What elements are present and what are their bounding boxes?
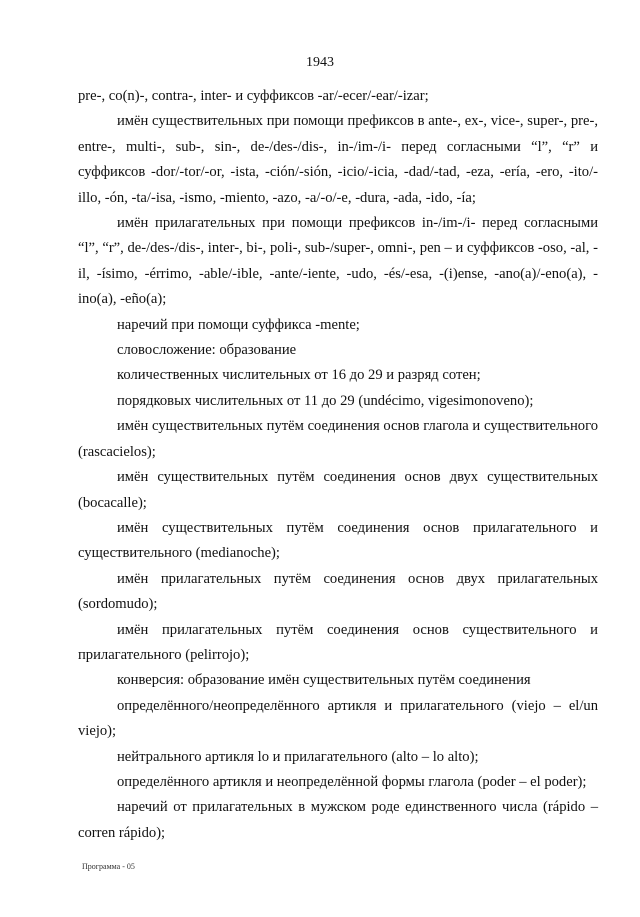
paragraph: определённого артикля и неопределённой формы глагола (poder – el poder); bbox=[117, 773, 587, 790]
paragraph: словосложение: образование bbox=[117, 342, 297, 359]
paragraph: имён существительных путём соединения основ двух существительных (bocacalle); bbox=[78, 469, 598, 511]
page-number: 1943 bbox=[306, 55, 334, 70]
paragraph: имён прилагательных путём соединения основ двух прилагательных (sordomudo); bbox=[78, 570, 598, 613]
paragraph: имён существительных при помощи префиксов в ante-, ex-, vice-, super-, pre-, entre-, multi-, sub-, sin-, de-/des-/dis-, in-/im-/i- перед согласными “l”, “r” и суффиксов -dor/-tor/-or, -ista, -ción/-sión, -icio/-icia, -dad/-tad, -eza, -ería, -ero, -ito/-illo, -ón, -ta/-isa, -ismo, -miento, -azo, -a/-o/-e, -dura, -ada, -ido, -ía; bbox=[78, 113, 598, 206]
paragraph: имён существительных путём соединения основ глагола и существительного (rascacielos); bbox=[78, 418, 598, 460]
document-body bbox=[78, 84, 598, 846]
page-footer: Программа - 05 bbox=[82, 862, 135, 871]
paragraph: наречий от прилагательных в мужском роде единственного числа (rápido – corren rápido); bbox=[78, 799, 598, 841]
paragraph: наречий при помощи суффикса -mente; bbox=[117, 316, 360, 333]
paragraph: конверсия: образование имён существительных путём соединения bbox=[117, 672, 531, 689]
paragraph: имён прилагательных путём соединения основ существительного и прилагательного (pelirrojo); bbox=[78, 621, 598, 663]
paragraph: порядковых числительных от 11 до 29 (undécimo, vigesimonoveno); bbox=[117, 392, 534, 409]
paragraph: определённого/неопределённого артикля и прилагательного (viejo – el/un viejo); bbox=[78, 697, 598, 740]
paragraph: нейтрального артикля lo и прилагательного (alto – lo alto); bbox=[117, 748, 479, 765]
paragraph: количественных числительных от 16 до 29 и разряд сотен; bbox=[117, 367, 481, 384]
paragraph: имён прилагательных при помощи префиксов in-/im-/i- перед согласными “l”, “r”, de-/des-/dis-, inter-, bi-, poli-, sub-/super-, omni-, pen – и суффиксов -oso, -al, -il, -ísimo, -érrimo, -able/-ible, -ante/-iente, -udo, -és/-esa, -(i)ense, -ano(a)/-eno(a), -ino(a), -eño(a); bbox=[78, 215, 598, 308]
paragraph: имён существительных путём соединения основ прилагательного и существительного (medianoche); bbox=[78, 519, 598, 562]
paragraph: pre-, co(n)-, contra-, inter- и суффиксов -ar/-ecer/-ear/-izar; bbox=[78, 88, 429, 104]
